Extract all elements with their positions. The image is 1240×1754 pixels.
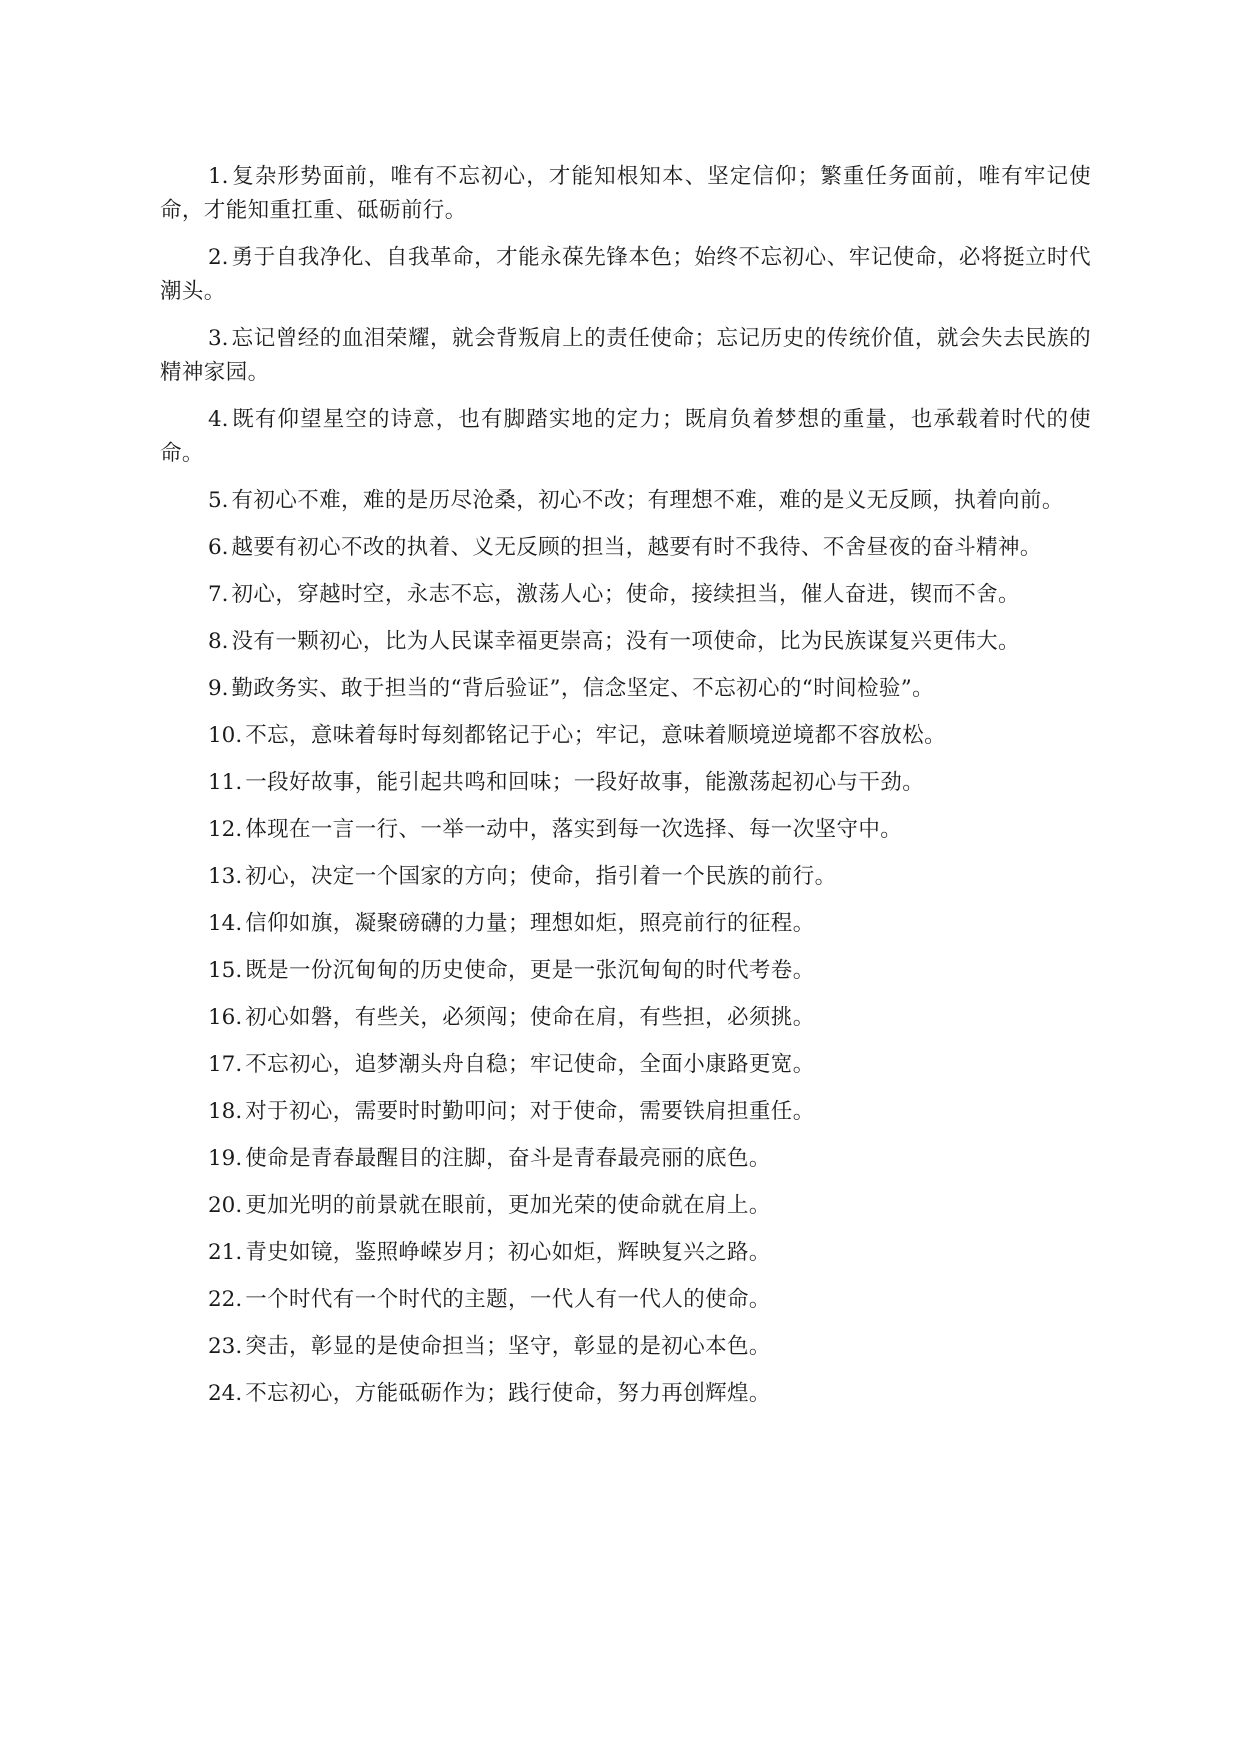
item-number: 10. — [208, 723, 243, 748]
item-text: 使命是青春最醒目的注脚，奋斗是青春最亮丽的底色。 — [245, 1146, 771, 1171]
list-item — [160, 954, 1091, 988]
item-number: 24. — [208, 1381, 243, 1406]
list-item — [160, 1236, 1091, 1270]
item-number: 18. — [208, 1099, 243, 1124]
numbered-list — [160, 160, 1091, 1411]
item-number: 23. — [208, 1334, 243, 1359]
item-text: 青史如镜，鉴照峥嵘岁月；初心如炬，辉映复兴之路。 — [245, 1240, 771, 1265]
item-number: 11. — [208, 770, 243, 795]
item-text: 既有仰望星空的诗意，也有脚踏实地的定力；既肩负着梦想的重量，也承载着时代的使命。 — [160, 407, 1091, 466]
item-text: 初心，穿越时空，永志不忘，激荡人心；使命，接续担当，催人奋进，锲而不舍。 — [231, 582, 1020, 607]
item-text: 对于初心，需要时时勤叩问；对于使命，需要铁肩担重任。 — [245, 1099, 815, 1124]
list-item — [160, 1142, 1091, 1176]
item-number: 9. — [208, 676, 229, 701]
item-number: 16. — [208, 1005, 243, 1030]
item-number: 21. — [208, 1240, 243, 1265]
item-text: 有初心不难，难的是历尽沧桑，初心不改；有理想不难，难的是义无反顾，执着向前。 — [231, 488, 1064, 513]
item-text: 突击，彰显的是使命担当；坚守，彰显的是初心本色。 — [245, 1334, 771, 1359]
list-item — [160, 672, 1091, 706]
item-number: 17. — [208, 1052, 243, 1077]
list-item — [160, 907, 1091, 941]
item-text: 初心，决定一个国家的方向；使命，指引着一个民族的前行。 — [245, 864, 837, 889]
item-number: 15. — [208, 958, 243, 983]
item-text: 初心如磐，有些关，必须闯；使命在肩，有些担，必须挑。 — [245, 1005, 815, 1030]
item-number: 12. — [208, 817, 243, 842]
list-item — [160, 403, 1091, 471]
item-text: 勤政务实、敢于担当的“背后验证”，信念坚定、不忘初心的“时间检验”。 — [231, 676, 935, 701]
item-text: 一段好故事，能引起共鸣和回味；一段好故事，能激荡起初心与干劲。 — [245, 770, 925, 795]
list-item — [160, 578, 1091, 612]
list-item — [160, 484, 1091, 518]
list-item — [160, 322, 1091, 390]
list-item — [160, 1095, 1091, 1129]
list-item — [160, 766, 1091, 800]
item-text: 不忘，意味着每时每刻都铭记于心；牢记，意味着顺境逆境都不容放松。 — [245, 723, 947, 748]
item-number: 13. — [208, 864, 243, 889]
item-text: 不忘初心，追梦潮头舟自稳；牢记使命，全面小康路更宽。 — [245, 1052, 815, 1077]
item-text: 勇于自我净化、自我革命，才能永葆先锋本色；始终不忘初心、牢记使命，必将挺立时代潮头。 — [160, 245, 1091, 304]
item-text: 忘记曾经的血泪荣耀，就会背叛肩上的责任使命；忘记历史的传统价值，就会失去民族的精神家园。 — [160, 326, 1091, 385]
item-text: 越要有初心不改的执着、义无反顾的担当，越要有时不我待、不舍昼夜的奋斗精神。 — [231, 535, 1042, 560]
item-number: 2. — [208, 245, 229, 270]
item-text: 一个时代有一个时代的主题，一代人有一代人的使命。 — [245, 1287, 771, 1312]
item-number: 5. — [208, 488, 229, 513]
list-item — [160, 1283, 1091, 1317]
item-text: 不忘初心，方能砥砺作为；践行使命，努力再创辉煌。 — [245, 1381, 771, 1406]
list-item — [160, 719, 1091, 753]
item-text: 没有一颗初心，比为人民谋幸福更崇高；没有一项使命，比为民族谋复兴更伟大。 — [231, 629, 1020, 654]
list-item — [160, 1001, 1091, 1035]
item-text: 体现在一言一行、一举一动中，落实到每一次选择、每一次坚守中。 — [245, 817, 903, 842]
item-number: 14. — [208, 911, 243, 936]
list-item — [160, 1377, 1091, 1411]
item-text: 更加光明的前景就在眼前，更加光荣的使命就在肩上。 — [245, 1193, 771, 1218]
list-item — [160, 813, 1091, 847]
item-text: 复杂形势面前，唯有不忘初心，才能知根知本、坚定信仰；繁重任务面前，唯有牢记使命，才能知重扛重、砥砺前行。 — [160, 164, 1091, 223]
list-item — [160, 860, 1091, 894]
list-item — [160, 241, 1091, 309]
item-text: 信仰如旗，凝聚磅礴的力量；理想如炬，照亮前行的征程。 — [245, 911, 815, 936]
item-number: 20. — [208, 1193, 243, 1218]
item-number: 3. — [208, 326, 229, 351]
list-item — [160, 1048, 1091, 1082]
list-item — [160, 625, 1091, 659]
list-item — [160, 531, 1091, 565]
item-number: 1. — [208, 164, 229, 189]
item-text: 既是一份沉甸甸的历史使命，更是一张沉甸甸的时代考卷。 — [245, 958, 815, 983]
item-number: 6. — [208, 535, 229, 560]
item-number: 7. — [208, 582, 229, 607]
item-number: 19. — [208, 1146, 243, 1171]
list-item — [160, 1330, 1091, 1364]
item-number: 22. — [208, 1287, 243, 1312]
list-item — [160, 160, 1091, 228]
item-number: 4. — [208, 407, 229, 432]
item-number: 8. — [208, 629, 229, 654]
list-item — [160, 1189, 1091, 1223]
